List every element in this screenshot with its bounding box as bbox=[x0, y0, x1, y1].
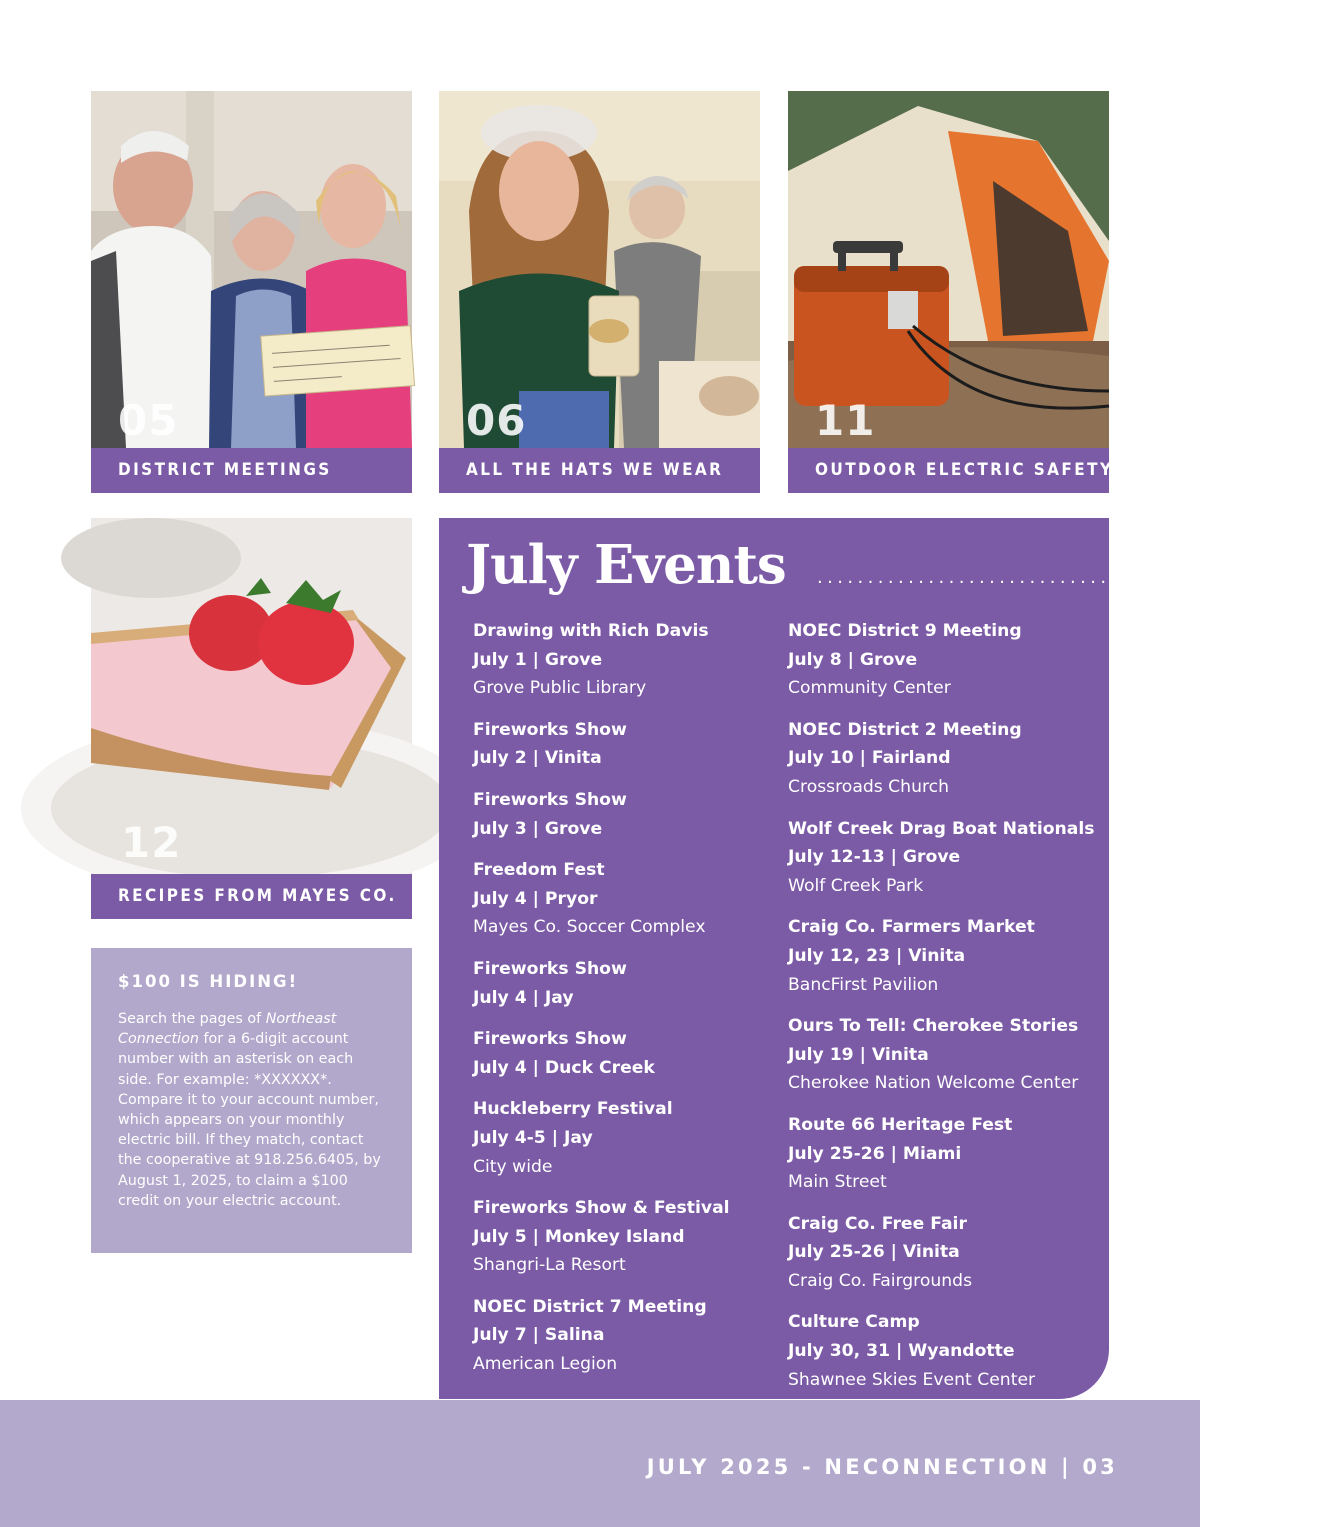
hidden-money-title: $100 IS HIDING! bbox=[118, 972, 299, 991]
hidden-money-box bbox=[91, 948, 412, 1253]
all-the-hats-card[interactable] bbox=[439, 91, 760, 493]
card-title: OUTDOOR ELECTRIC SAFETY bbox=[788, 448, 1109, 493]
page-number: 11 bbox=[815, 396, 876, 445]
event-name: Drawing with Rich Davis bbox=[473, 621, 709, 641]
event-date: July 5 | Monkey Island bbox=[473, 1226, 685, 1247]
event-item bbox=[788, 617, 1103, 703]
woman-in-hairnet-photo bbox=[439, 91, 760, 448]
page-footer bbox=[0, 1400, 1200, 1527]
event-name: Fireworks Show bbox=[473, 719, 627, 740]
event-item bbox=[788, 913, 1103, 999]
event-date: July 1 | Grove bbox=[473, 649, 603, 670]
dotted-rule: .................................................. bbox=[817, 567, 1323, 588]
event-date: July 4 | Jay bbox=[473, 987, 574, 1008]
event-name: Fireworks Show bbox=[473, 958, 627, 979]
event-name: NOEC District 7 Meeting bbox=[473, 1296, 707, 1317]
event-date: July 7 | Salina bbox=[473, 1325, 605, 1346]
event-name: Fireworks Show & Festival bbox=[473, 1198, 730, 1219]
event-name: Fireworks Show bbox=[473, 1029, 627, 1050]
event-name: NOEC District 2 Meeting bbox=[788, 719, 1022, 740]
event-item bbox=[473, 1025, 773, 1082]
event-item bbox=[473, 955, 773, 1012]
event-venue: Grove Public Library bbox=[473, 678, 647, 699]
page-number: 05 bbox=[118, 396, 179, 445]
event-name: Culture Camp bbox=[788, 1312, 920, 1333]
event-date: July 8 | Grove bbox=[788, 649, 918, 670]
event-venue: City wide bbox=[473, 1156, 553, 1177]
event-venue: Shawnee Skies Event Center bbox=[788, 1369, 1036, 1390]
event-name: Craig Co. Farmers Market bbox=[788, 917, 1035, 938]
event-venue: Crossroads Church bbox=[788, 776, 949, 797]
card-title: ALL THE HATS WE WEAR bbox=[439, 448, 760, 493]
event-date: July 12-13 | Grove bbox=[788, 847, 961, 868]
event-item bbox=[788, 716, 1103, 802]
event-name: Craig Co. Free Fair bbox=[788, 1213, 967, 1234]
event-date: July 4 | Duck Creek bbox=[473, 1057, 655, 1078]
event-date: July 4-5 | Jay bbox=[473, 1127, 593, 1148]
event-item bbox=[473, 856, 773, 942]
event-name: NOEC District 9 Meeting bbox=[788, 621, 1022, 641]
page-number: 06 bbox=[466, 396, 527, 445]
event-item bbox=[473, 1293, 773, 1379]
event-venue: Community Center bbox=[788, 678, 951, 699]
july-events-panel bbox=[439, 518, 1323, 1399]
event-venue: Shangri-La Resort bbox=[473, 1255, 626, 1276]
event-date: July 30, 31 | Wyandotte bbox=[788, 1341, 1015, 1362]
event-item bbox=[473, 716, 773, 773]
event-date: July 10 | Fairland bbox=[788, 748, 951, 769]
event-item bbox=[473, 1194, 773, 1280]
event-name: Huckleberry Festival bbox=[473, 1099, 673, 1120]
event-name: Ours To Tell: Cherokee Stories bbox=[788, 1016, 1079, 1037]
event-name: Freedom Fest bbox=[473, 860, 605, 881]
event-item bbox=[788, 1210, 1103, 1296]
event-venue: Craig Co. Fairgrounds bbox=[788, 1270, 973, 1291]
event-date: July 2 | Vinita bbox=[473, 748, 602, 769]
footer-folio: JULY 2025 - NECONNECTION | 03 bbox=[646, 1455, 1118, 1479]
event-venue: Wolf Creek Park bbox=[788, 875, 924, 896]
event-item bbox=[473, 617, 773, 703]
event-date: July 19 | Vinita bbox=[788, 1044, 929, 1065]
card-title: DISTRICT MEETINGS bbox=[91, 448, 412, 493]
recipes-card[interactable] bbox=[91, 518, 412, 919]
card-title: RECIPES FROM MAYES CO. bbox=[91, 874, 412, 919]
events-title: July Events bbox=[466, 534, 786, 596]
events-column-right bbox=[788, 617, 1103, 1407]
event-venue: Mayes Co. Soccer Complex bbox=[473, 917, 706, 938]
event-name: Wolf Creek Drag Boat Nationals bbox=[788, 818, 1095, 839]
outdoor-electric-safety-card[interactable] bbox=[788, 91, 1114, 493]
page-number: 12 bbox=[121, 818, 182, 867]
magazine-name: Northeast Connection bbox=[118, 1011, 337, 1048]
event-item bbox=[473, 786, 773, 843]
event-date: July 3 | Grove bbox=[473, 818, 603, 839]
event-venue: BancFirst Pavilion bbox=[788, 974, 939, 995]
event-date: July 12, 23 | Vinita bbox=[788, 945, 966, 966]
event-date: July 25-26 | Miami bbox=[788, 1143, 962, 1164]
tent-and-generator-photo bbox=[788, 91, 1109, 448]
event-item bbox=[473, 1095, 773, 1181]
events-column-left bbox=[473, 617, 773, 1392]
event-name: Route 66 Heritage Fest bbox=[788, 1114, 1013, 1135]
event-date: July 25-26 | Vinita bbox=[788, 1242, 960, 1263]
event-date: July 4 | Pryor bbox=[473, 888, 598, 909]
event-item bbox=[788, 1012, 1103, 1098]
event-item bbox=[788, 815, 1103, 901]
hidden-money-text: Search the pages of Northeast Connection for a 6-digit account number with an asterisk on each side. For example: *XXXXXX*. Compare it to your account number, which appears on your monthly electric bill. If they match, contact the cooperative at 918.256.6405, by August 1, 2025, to claim a $100 credit on your electric account. bbox=[118, 1011, 381, 1209]
district-meetings-card[interactable] bbox=[91, 91, 412, 493]
event-item bbox=[788, 1308, 1103, 1394]
three-people-holding-check-photo bbox=[91, 91, 412, 448]
event-venue: American Legion bbox=[473, 1354, 618, 1375]
event-name: Fireworks Show bbox=[473, 789, 627, 810]
event-item bbox=[788, 1111, 1103, 1197]
event-venue: Main Street bbox=[788, 1172, 887, 1193]
event-venue: Cherokee Nation Welcome Center bbox=[788, 1073, 1079, 1094]
